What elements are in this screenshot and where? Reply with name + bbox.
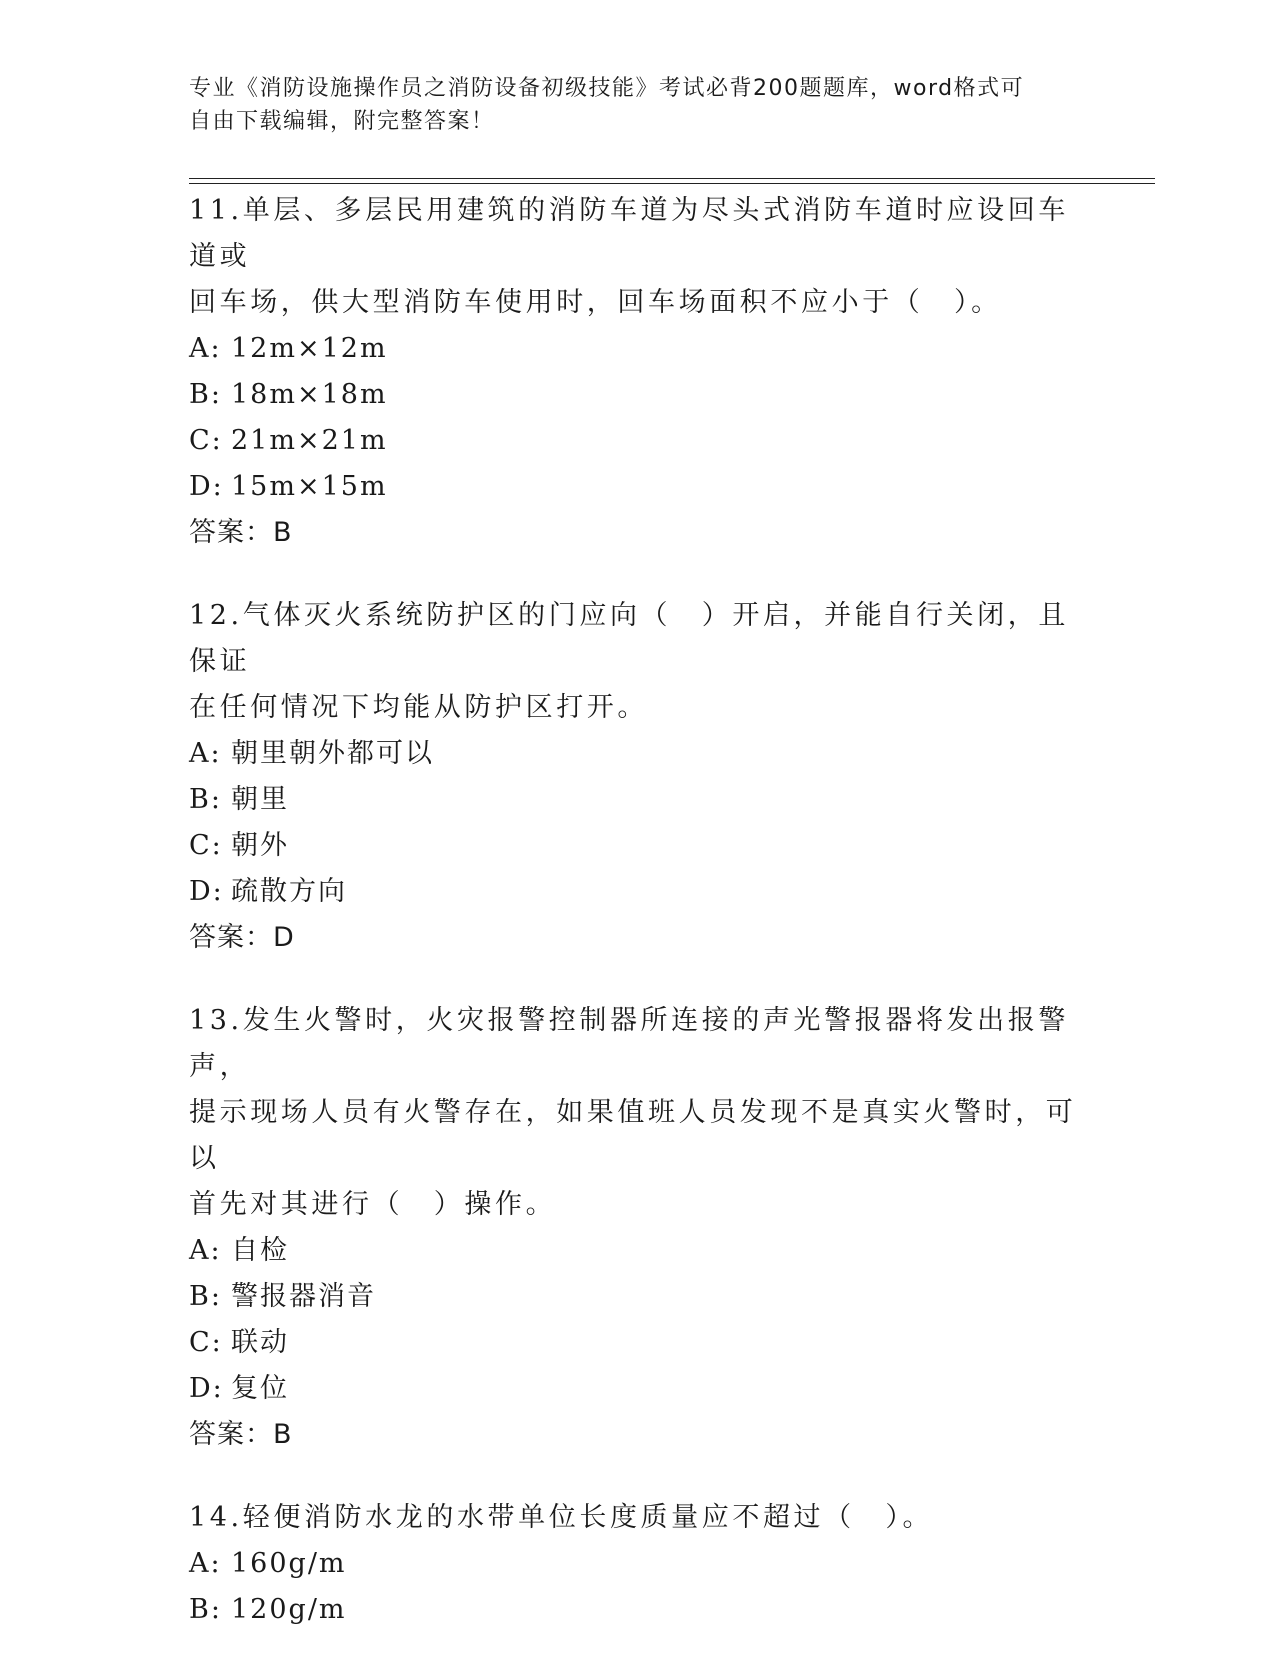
question-text-line: 14.轻便消防水龙的水带单位长度质量应不超过（ ）。 [189,1502,934,1533]
option-a [189,1228,1089,1274]
option-key: A: [189,333,222,364]
answer: 答案：D [189,922,295,953]
option-text: 联动 [231,1327,289,1358]
option-text: 160g/m [231,1548,347,1579]
question-text-line: 首先对其进行（ ）操作。 [189,1189,557,1220]
option-text: 警报器消音 [231,1281,376,1312]
question-text-line: 在任何情况下均能从防护区打开。 [189,692,648,723]
option-d [189,1366,1089,1412]
answer: 答案：B [189,1419,293,1450]
header-divider-bottom [189,183,1155,184]
option-key: B: [189,1281,222,1312]
option-a [189,731,1089,777]
option-key: D: [189,471,224,502]
option-key: C: [189,830,223,861]
option-text: 12m×12m [231,333,388,364]
document-header [189,72,1069,138]
question-13 [189,998,1089,1458]
question-text-line: 提示现场人员有火警存在，如果值班人员发现不是真实火警时，可以 [189,1097,1077,1174]
option-b [189,372,1089,418]
option-key: A: [189,738,222,769]
option-b [189,777,1089,823]
question-text-line: 回车场，供大型消防车使用时，回车场面积不应小于（ ）。 [189,287,1002,318]
option-key: A: [189,1548,222,1579]
option-a [189,326,1089,372]
option-c [189,418,1089,464]
option-text: 复位 [231,1373,289,1404]
header-divider-top [189,178,1155,179]
question-text-line: 13.发生火警时，火灾报警控制器所连接的声光警报器将发出报警声， [189,1005,1069,1082]
option-text: 朝外 [231,830,289,861]
header-line-1: 专业《消防设施操作员之消防设备初级技能》考试必背200题题库，word格式可 [189,76,1025,101]
option-text: 疏散方向 [231,876,347,907]
option-b [189,1274,1089,1320]
option-d [189,464,1089,510]
option-text: 21m×21m [231,425,388,456]
option-text: 朝里朝外都可以 [231,738,434,769]
question-11 [189,188,1089,556]
question-12 [189,593,1089,961]
option-c [189,1320,1089,1366]
option-d [189,869,1089,915]
question-text-line: 12.气体灭火系统防护区的门应向（ ）开启，并能自行关闭，且保证 [189,600,1069,677]
option-key: B: [189,379,222,410]
header-line-2: 自由下载编辑，附完整答案！ [189,109,495,134]
question-list [189,188,1089,1670]
option-key: D: [189,1373,224,1404]
option-key: B: [189,784,222,815]
option-c [189,823,1089,869]
option-key: A: [189,1235,222,1266]
option-key: C: [189,425,223,456]
option-text: 15m×15m [231,471,388,502]
option-text: 18m×18m [231,379,388,410]
option-b [189,1587,1089,1633]
answer: 答案：B [189,517,293,548]
option-key: B: [189,1594,222,1625]
option-text: 自检 [231,1235,289,1266]
question-text-line: 11.单层、多层民用建筑的消防车道为尽头式消防车道时应设回车道或 [189,195,1069,272]
option-text: 朝里 [231,784,289,815]
option-key: D: [189,876,224,907]
option-text: 120g/m [231,1594,347,1625]
option-a [189,1541,1089,1587]
question-14 [189,1495,1089,1633]
option-key: C: [189,1327,223,1358]
